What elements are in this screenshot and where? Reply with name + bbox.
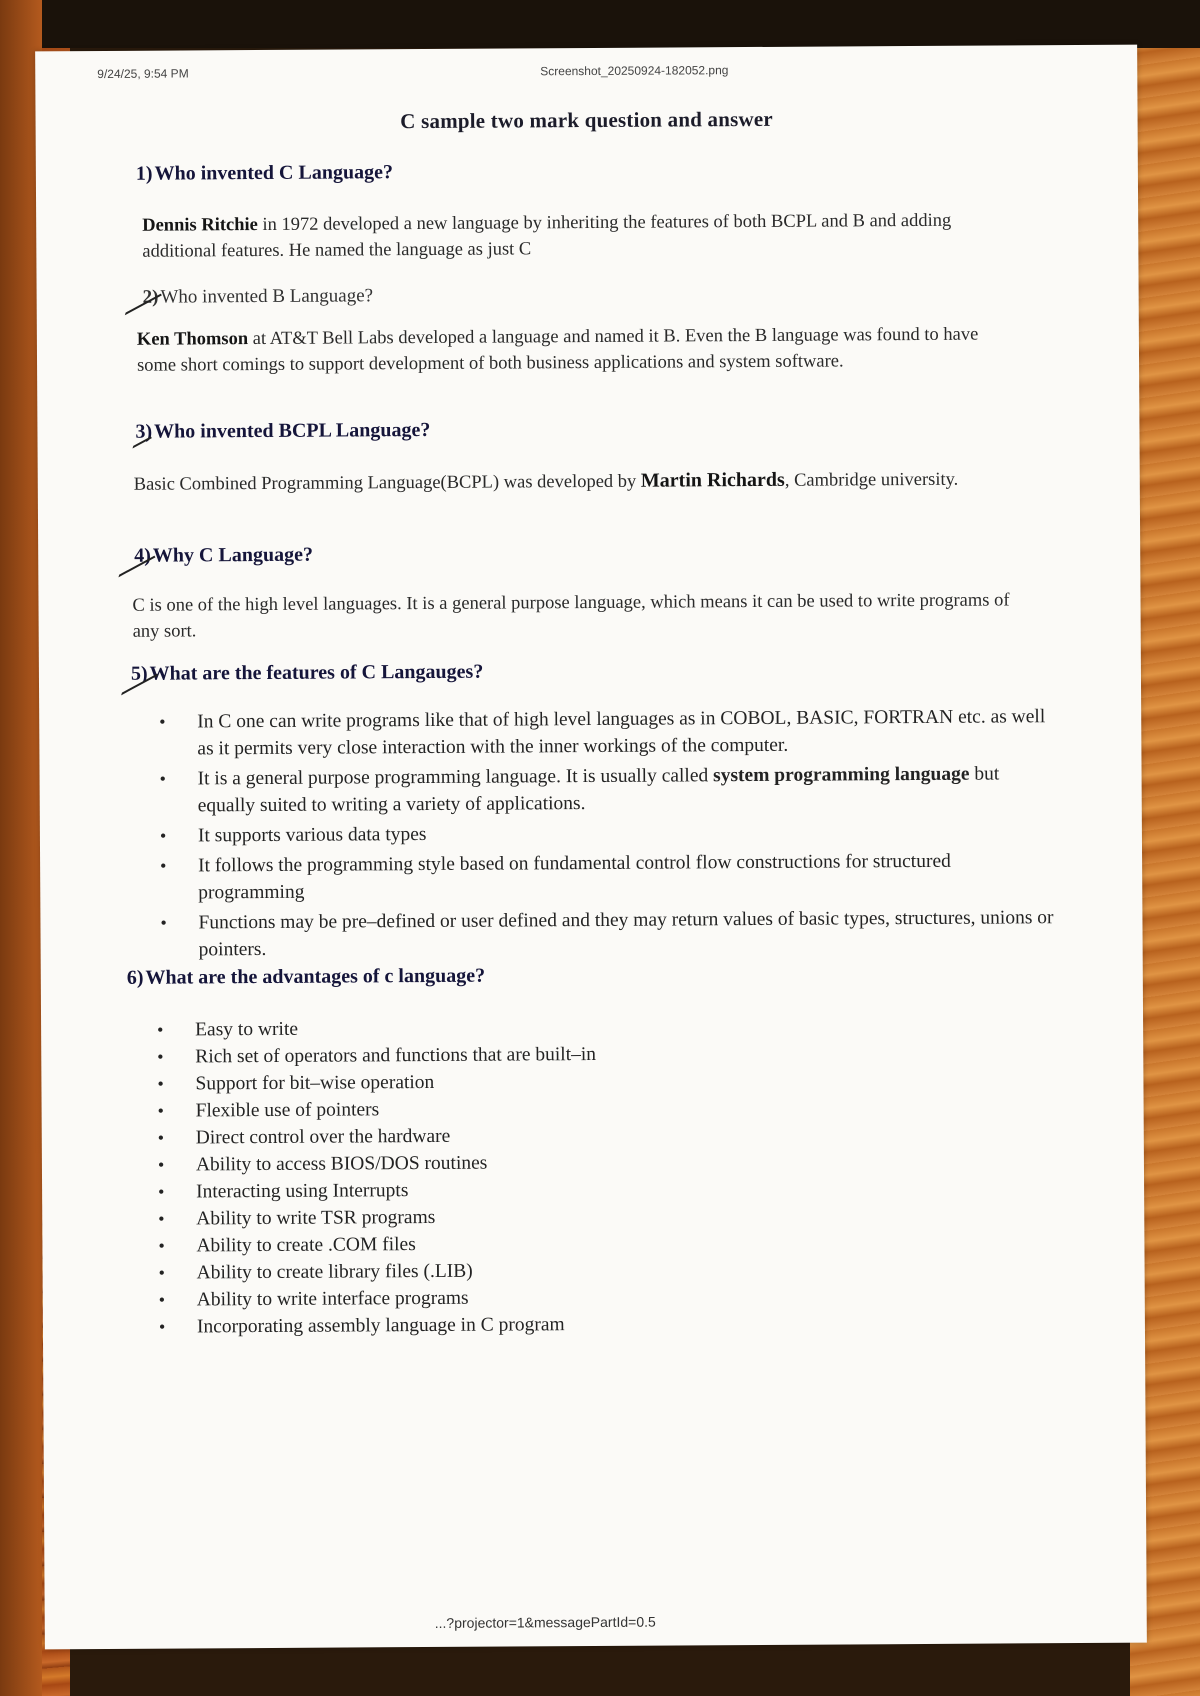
bullet-icon: • [158, 1316, 166, 1337]
list-item [160, 904, 1060, 963]
bullet-icon: • [157, 1154, 165, 1175]
bullet-icon: • [157, 1046, 164, 1067]
background-top-strip [0, 0, 1200, 48]
document-page [35, 45, 1147, 1650]
list-item [160, 817, 1060, 849]
list-item-text-post: but equally suited to writing a variety of applications. [197, 763, 1000, 817]
list-item-text: Easy to write [195, 1018, 299, 1041]
list-item-text: Ability to write TSR programs [196, 1206, 436, 1230]
list-item-text: Ability to create .COM files [196, 1234, 416, 1257]
list-item [159, 703, 1059, 762]
list-item-text: Direct control over the hardware [195, 1125, 451, 1149]
bullet-icon: • [157, 1127, 165, 1148]
answer-3 [134, 465, 1014, 497]
answer-4 [132, 587, 1022, 644]
answer-2 [137, 321, 1017, 378]
bullet-icon: • [158, 1235, 165, 1256]
question-4-heading [134, 544, 313, 568]
answer-1 [142, 207, 1022, 264]
question-number: 6) [126, 966, 144, 989]
question-text: Who invented C Language? [154, 161, 393, 185]
bullet-icon: • [157, 1019, 164, 1040]
bullet-icon: • [157, 1073, 164, 1094]
document-title: C sample two mark question and answer [400, 106, 773, 134]
question-3-heading [135, 419, 430, 444]
print-filename: Screenshot_20250924-182052.png [540, 63, 729, 79]
question-number: 5) [130, 662, 148, 685]
bullet-icon: • [158, 1289, 166, 1310]
list-item-bold: system programming language [713, 763, 970, 787]
answer-text: C is one of the high level languages. It is a general purpose language, which means it can be used to write programs of any sort. [132, 590, 1010, 642]
answer-text: at AT&T Bell Labs developed a language and named it B. Even the B language was found to have some short comings to support development of both business applications and system software. [136, 324, 979, 376]
list-item-text: Rich set of operators and functions that are built–in [195, 1043, 597, 1068]
handwritten-tick-mark [107, 536, 155, 577]
question-6-heading [127, 965, 485, 990]
bullet-icon: • [160, 855, 167, 876]
answer-bold: Ken Thomson [136, 329, 249, 350]
question-2-heading [143, 285, 374, 308]
bullet-icon: • [160, 912, 167, 933]
question-number: 1) [135, 162, 153, 185]
print-footer-url: ...?projector=1&messagePartId=0.5 [434, 1613, 656, 1631]
list-item [159, 1308, 1059, 1340]
answer-bold: Dennis Ritchie [142, 215, 258, 236]
list-item-text: Ability to access BIOS/DOS routines [195, 1152, 488, 1176]
list-item-text: Ability to write interface programs [196, 1287, 469, 1311]
list-item-text: Incorporating assembly language in C program [196, 1314, 565, 1338]
list-item-text: Ability to create library files (.LIB) [196, 1260, 473, 1284]
list-item-text: Support for bit–wise operation [195, 1071, 435, 1095]
question-text: What are the advantages of c language? [145, 964, 486, 989]
list-item-text: In C one can write programs like that of high level languages as in COBOL, BASIC, FORTRAN etc. as well as it permits very close interaction with the inner workings of the computer. [197, 706, 1046, 760]
answer-text-post: , Cambridge university. [784, 469, 959, 491]
bullet-icon: • [158, 1208, 165, 1229]
bullet-icon: • [157, 1100, 164, 1121]
bullet-icon: • [159, 768, 166, 789]
features-list [159, 703, 1061, 966]
list-item-text-pre: It is a general purpose programming language. It is usually called [197, 765, 714, 790]
bullet-icon: • [158, 1262, 165, 1283]
bullet-icon: • [159, 711, 166, 732]
list-item-text: It supports various data types [197, 824, 427, 847]
advantages-list [157, 1011, 1059, 1340]
question-number: 3) [135, 420, 153, 443]
list-item-text: Flexible use of pointers [195, 1099, 380, 1122]
answer-text-pre: Basic Combined Programming Language(BCPL) was developed by [133, 471, 641, 495]
question-text: What are the features of C Langauges? [149, 660, 484, 685]
question-text: Who invented BCPL Language? [154, 418, 431, 443]
question-number: 4) [134, 544, 151, 567]
bullet-icon: • [159, 825, 167, 846]
answer-text: in 1972 developed a new language by inheriting the features of both BCPL and B and adding additional features. He named the language as just C [142, 210, 952, 262]
list-item [160, 847, 1060, 906]
question-1-heading [136, 161, 393, 186]
answer-bold: Martin Richards [640, 468, 785, 492]
handwritten-tick-mark [113, 274, 161, 315]
question-text: Why C Language? [152, 543, 313, 567]
question-number: 2) [142, 286, 159, 308]
list-item [159, 760, 1059, 819]
question-5-heading [131, 661, 483, 686]
handwritten-tick-mark [110, 654, 158, 695]
print-date: 9/24/25, 9:54 PM [97, 66, 189, 82]
list-item-text: It follows the programming style based on fundamental control flow constructions for structured programming [198, 850, 951, 904]
bullet-icon: • [158, 1181, 165, 1202]
list-item-text: Interacting using Interrupts [196, 1180, 409, 1203]
question-text: Who invented B Language? [160, 285, 374, 308]
list-item-text: Functions may be pre–defined or user defined and they may return values of basic types, structures, unions or pointers. [198, 907, 1054, 961]
